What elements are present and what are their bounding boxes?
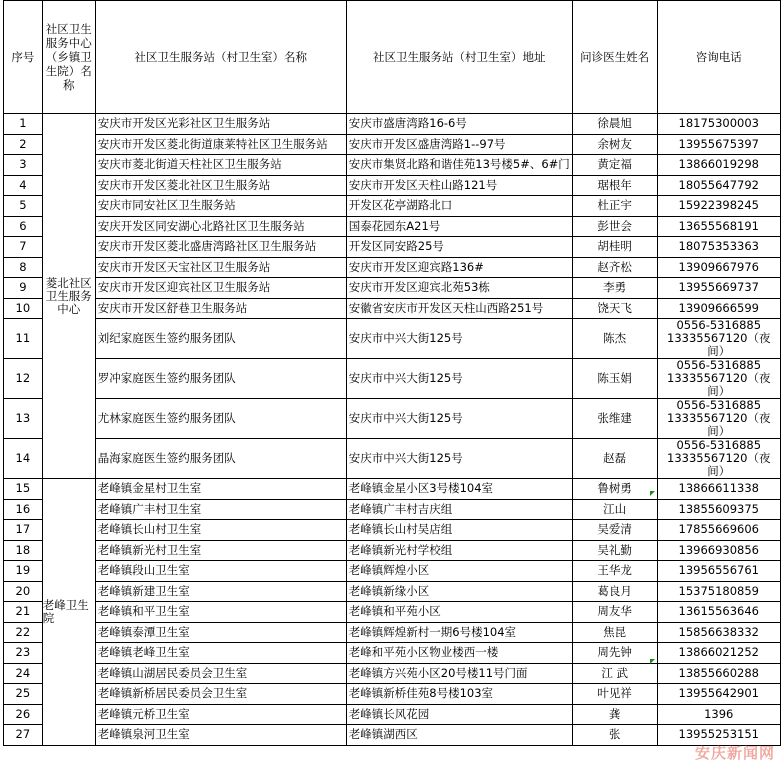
phone-number: 13866019298 (678, 157, 759, 172)
station-address: 老峰镇方兴苑小区20号楼11号门面 (346, 663, 572, 684)
table-row (4, 499, 781, 520)
phone-number: 18055647792 (678, 177, 759, 192)
table-row (4, 581, 781, 602)
station-name: 老峰镇和平卫生室 (95, 602, 346, 623)
table-row (4, 684, 781, 705)
station-name: 老峰镇广丰村卫生室 (95, 499, 346, 520)
station-address: 老峰镇新光村学校组 (346, 540, 572, 561)
center-name-cell: 老峰卫生院 (42, 479, 95, 746)
station-address: 国泰花园东A21号 (346, 216, 572, 237)
station-name: 安庆市菱北街道天柱社区卫生服务站 (95, 155, 346, 176)
doctor-name: 彭世会 (572, 216, 657, 237)
row-number: 8 (4, 257, 43, 278)
row-number: 10 (4, 298, 43, 319)
doctor-name: 胡桂明 (572, 237, 657, 258)
header-center: 社区卫生服务中心（乡镇卫生院）名称 (42, 1, 95, 114)
night-phone-number: 13335567120（夜间） (667, 411, 771, 438)
phone-number: 13615563646 (678, 604, 759, 619)
station-name: 安庆市开发区舒巷卫生服务站 (95, 298, 346, 319)
cell-comment-marker (650, 491, 655, 496)
phone-cell (657, 155, 780, 176)
station-name: 晶海家庭医生签约服务团队 (95, 439, 346, 479)
station-name: 老峰镇老峰卫生室 (95, 643, 346, 664)
station-address: 安庆市开发区盛唐湾路1--97号 (346, 134, 572, 155)
phone-cell (657, 439, 780, 479)
station-address: 安徽省安庆市开发区天柱山西路251号 (346, 298, 572, 319)
center-name-cell: 菱北社区卫生服务中心 (42, 114, 95, 479)
station-name: 安庆市同安社区卫生服务站 (95, 196, 346, 217)
table-row (4, 237, 781, 258)
row-number: 21 (4, 602, 43, 623)
table-row (4, 622, 781, 643)
row-number: 2 (4, 134, 43, 155)
phone-number: 13655568191 (678, 218, 759, 233)
phone-cell (657, 359, 780, 399)
station-name: 安庆市开发区菱北街道康莱特社区卫生服务站 (95, 134, 346, 155)
table-row (4, 704, 781, 725)
table-row (4, 663, 781, 684)
row-number: 25 (4, 684, 43, 705)
table-row (4, 561, 781, 582)
row-number: 4 (4, 175, 43, 196)
table-row (4, 643, 781, 664)
row-number: 12 (4, 359, 43, 399)
table-row (4, 257, 781, 278)
table-row (4, 399, 781, 439)
phone-cell (657, 237, 780, 258)
phone-cell (657, 196, 780, 217)
row-number: 18 (4, 540, 43, 561)
row-number: 14 (4, 439, 43, 479)
station-address: 开发区同安路25号 (346, 237, 572, 258)
phone-cell (657, 622, 780, 643)
phone-number: 15375180859 (678, 583, 759, 598)
phone-cell (657, 134, 780, 155)
row-number: 16 (4, 499, 43, 520)
phone-cell (657, 399, 780, 439)
station-name: 安庆市开发区光彩社区卫生服务站 (95, 114, 346, 135)
doctor-name: 陈杰 (572, 319, 657, 359)
table-row (4, 196, 781, 217)
row-number: 3 (4, 155, 43, 176)
station-address: 安庆市盛唐湾路16-6号 (346, 114, 572, 135)
doctor-name: 徐晨旭 (572, 114, 657, 135)
table-row (4, 155, 781, 176)
phone-number: 0556-5316885 (676, 358, 762, 372)
station-address: 安庆市中兴大街125号 (346, 359, 572, 399)
table-row (4, 134, 781, 155)
night-phone-number: 13335567120（夜间） (667, 451, 771, 478)
phone-number: 13866611338 (678, 481, 759, 496)
row-number: 9 (4, 278, 43, 299)
header-doctor: 问诊医生姓名 (572, 1, 657, 114)
watermark-logo: 安庆新闻网 (694, 744, 775, 762)
phone-number: 0556-5316885 (676, 438, 762, 452)
row-number: 17 (4, 520, 43, 541)
station-address: 老峰和平苑小区物业楼西一楼 (346, 643, 572, 664)
phone-number: 13855609375 (678, 501, 759, 516)
phone-cell (657, 602, 780, 623)
station-name: 老峰镇山湖居民委员会卫生室 (95, 663, 346, 684)
doctor-name: 张维建 (572, 399, 657, 439)
phone-number: 0556-5316885 (676, 318, 762, 332)
station-name: 老峰镇泉河卫生室 (95, 725, 346, 746)
row-number: 27 (4, 725, 43, 746)
row-number: 22 (4, 622, 43, 643)
station-name: 安庆市开发区迎宾社区卫生服务站 (95, 278, 346, 299)
table-row (4, 114, 781, 135)
doctor-name: 吴爱清 (572, 520, 657, 541)
station-name: 老峰镇新光村卫生室 (95, 540, 346, 561)
station-address: 老峰镇长风花园 (346, 704, 572, 725)
station-name: 老峰镇新建卫生室 (95, 581, 346, 602)
doctor-name: 叶见祥 (572, 684, 657, 705)
phone-cell (657, 643, 780, 664)
phone-number: 13909667976 (678, 259, 759, 274)
doctor-name: 吴礼勤 (572, 540, 657, 561)
station-name: 老峰镇长山村卫生室 (95, 520, 346, 541)
doctor-name: 王华龙 (572, 561, 657, 582)
doctor-name: 饶天飞 (572, 298, 657, 319)
doctor-name: 龚 (572, 704, 657, 725)
doctor-name: 余树友 (572, 134, 657, 155)
station-address: 安庆市开发区迎宾北苑53栋 (346, 278, 572, 299)
station-name: 刘纪家庭医生签约服务团队 (95, 319, 346, 359)
doctor-name: 周先钟 (572, 643, 657, 664)
doctor-name: 焦昆 (572, 622, 657, 643)
station-address: 老峰镇辉煌新村一期6号楼104室 (346, 622, 572, 643)
station-name: 尤林家庭医生签约服务团队 (95, 399, 346, 439)
phone-cell (657, 298, 780, 319)
station-name: 老峰镇段山卫生室 (95, 561, 346, 582)
clinic-table (3, 0, 781, 746)
row-number: 11 (4, 319, 43, 359)
station-name: 老峰镇元桥卫生室 (95, 704, 346, 725)
doctor-name: 周友华 (572, 602, 657, 623)
phone-number: 13955253151 (678, 727, 759, 742)
station-address: 老峰镇金星小区3号楼104室 (346, 479, 572, 500)
table-row (4, 540, 781, 561)
header-phone: 咨询电话 (657, 1, 780, 114)
station-name: 安庆开发区同安湖心北路社区卫生服务站 (95, 216, 346, 237)
phone-cell (657, 499, 780, 520)
doctor-name: 江 武 (572, 663, 657, 684)
phone-number: 13855660288 (678, 665, 759, 680)
station-name: 老峰镇泰潭卫生室 (95, 622, 346, 643)
station-address: 老峰镇广丰村吉庆组 (346, 499, 572, 520)
station-name: 安庆市开发区天宝社区卫生服务站 (95, 257, 346, 278)
table-row (4, 359, 781, 399)
phone-number: 13956556761 (678, 563, 759, 578)
table-row (4, 278, 781, 299)
row-number: 19 (4, 561, 43, 582)
doctor-name: 鲁树勇 (572, 479, 657, 500)
station-name: 安庆市开发区菱北社区卫生服务站 (95, 175, 346, 196)
row-number: 15 (4, 479, 43, 500)
phone-cell (657, 257, 780, 278)
station-address: 安庆市中兴大街125号 (346, 439, 572, 479)
phone-number: 13966930856 (678, 542, 759, 557)
row-number: 7 (4, 237, 43, 258)
phone-number: 1396 (704, 706, 734, 721)
row-number: 6 (4, 216, 43, 237)
station-name: 老峰镇新桥居民委员会卫生室 (95, 684, 346, 705)
station-name: 老峰镇金星村卫生室 (95, 479, 346, 500)
header-address: 社区卫生服务站（村卫生室）地址 (346, 1, 572, 114)
station-address: 老峰镇新缘小区 (346, 581, 572, 602)
row-number: 24 (4, 663, 43, 684)
phone-cell (657, 540, 780, 561)
table-row (4, 319, 781, 359)
row-number: 26 (4, 704, 43, 725)
phone-cell (657, 319, 780, 359)
station-address: 老峰镇和平苑小区 (346, 602, 572, 623)
station-address: 安庆市集贤北路和谐佳苑13号楼5#、6#门 (346, 155, 572, 176)
row-number: 20 (4, 581, 43, 602)
phone-cell (657, 278, 780, 299)
phone-number: 0556-5316885 (676, 398, 762, 412)
row-number: 13 (4, 399, 43, 439)
doctor-name: 葛良月 (572, 581, 657, 602)
station-name: 罗冲家庭医生签约服务团队 (95, 359, 346, 399)
phone-cell (657, 479, 780, 500)
header-name: 社区卫生服务站（村卫生室）名称 (95, 1, 346, 114)
phone-number: 13866021252 (678, 645, 759, 660)
doctor-name: 赵磊 (572, 439, 657, 479)
night-phone-number: 13335567120（夜间） (667, 371, 771, 398)
phone-cell (657, 175, 780, 196)
table-row (4, 216, 781, 237)
table-row (4, 298, 781, 319)
phone-cell (657, 520, 780, 541)
row-number: 5 (4, 196, 43, 217)
station-name: 安庆市开发区菱北盛唐湾路社区卫生服务站 (95, 237, 346, 258)
doctor-name: 张 (572, 725, 657, 746)
phone-cell (657, 561, 780, 582)
phone-number: 13955675397 (678, 136, 759, 151)
table-row (4, 439, 781, 479)
table-row (4, 479, 781, 500)
station-address: 老峰镇辉煌小区 (346, 561, 572, 582)
doctor-name: 陈玉娟 (572, 359, 657, 399)
table-row (4, 175, 781, 196)
phone-number: 18175300003 (678, 116, 759, 131)
station-address: 安庆市开发区天柱山路121号 (346, 175, 572, 196)
doctor-name: 杜正宇 (572, 196, 657, 217)
table-row (4, 725, 781, 746)
phone-cell (657, 114, 780, 135)
doctor-name: 赵齐松 (572, 257, 657, 278)
table-row (4, 602, 781, 623)
station-address: 开发区花亭湖路北口 (346, 196, 572, 217)
header-row (4, 1, 781, 114)
phone-cell (657, 684, 780, 705)
station-address: 老峰镇湖西区 (346, 725, 572, 746)
phone-number: 18075353363 (678, 239, 759, 254)
phone-number: 17855669606 (678, 522, 759, 537)
header-no: 序号 (4, 1, 43, 114)
station-address: 安庆市开发区迎宾路136# (346, 257, 572, 278)
station-address: 老峰镇长山村吴店组 (346, 520, 572, 541)
station-address: 老峰镇新桥佳苑8号楼103室 (346, 684, 572, 705)
table-row (4, 520, 781, 541)
phone-cell (657, 663, 780, 684)
station-address: 安庆市中兴大街125号 (346, 399, 572, 439)
row-number: 1 (4, 114, 43, 135)
night-phone-number: 13335567120（夜间） (667, 331, 771, 358)
phone-number: 13955642901 (678, 686, 759, 701)
doctor-name: 琚根年 (572, 175, 657, 196)
phone-number: 13909666599 (678, 300, 759, 315)
phone-cell (657, 704, 780, 725)
station-address: 安庆市中兴大街125号 (346, 319, 572, 359)
phone-cell (657, 216, 780, 237)
cell-comment-marker (650, 659, 655, 664)
phone-cell (657, 581, 780, 602)
doctor-name: 李勇 (572, 278, 657, 299)
phone-number: 15922398245 (678, 198, 759, 213)
doctor-name: 黄定福 (572, 155, 657, 176)
doctor-name: 江山 (572, 499, 657, 520)
phone-number: 15856638332 (678, 624, 759, 639)
row-number: 23 (4, 643, 43, 664)
phone-number: 13955669737 (678, 280, 759, 295)
